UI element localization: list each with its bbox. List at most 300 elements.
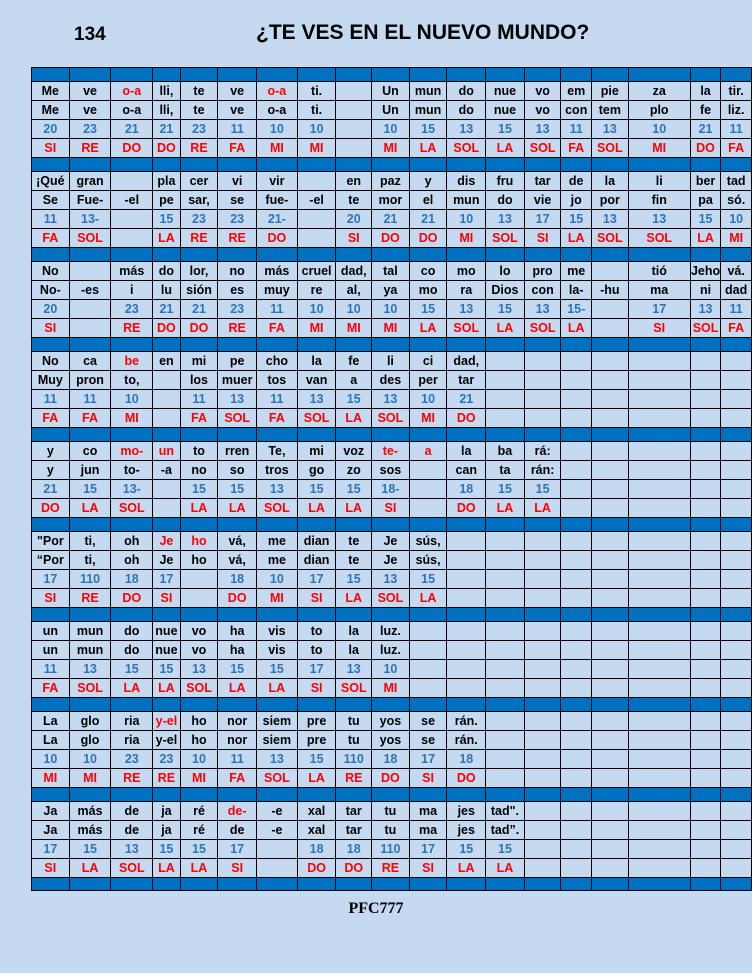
- separator-cell: [336, 428, 372, 442]
- separator-cell: [257, 248, 298, 262]
- separator-cell: [111, 788, 153, 802]
- lyric-cell: -e: [257, 821, 298, 840]
- separator-cell: [561, 248, 592, 262]
- lyric-cell: me: [561, 262, 592, 281]
- separator-cell: [592, 518, 629, 532]
- note-cell: [721, 499, 752, 518]
- separator-cell: [69, 68, 111, 82]
- number-row: [32, 120, 752, 139]
- number-cell: 15: [336, 480, 372, 499]
- separator-cell: [336, 158, 372, 172]
- note-cell: [409, 499, 447, 518]
- number-cell: 23: [180, 120, 218, 139]
- song-table: [31, 67, 752, 891]
- separator-cell: [372, 878, 410, 891]
- note-cell: DO: [180, 319, 218, 338]
- separator-cell: [524, 878, 561, 891]
- separator-cell: [69, 158, 111, 172]
- note-cell: SOL: [372, 409, 410, 428]
- lyric-cell: vo: [180, 641, 218, 660]
- note-cell: LA: [180, 499, 218, 518]
- lyric-cell: la: [447, 442, 486, 461]
- note-cell: MI: [721, 229, 752, 248]
- lyric-cell: fue-: [257, 191, 298, 210]
- note-cell: [721, 859, 752, 878]
- note-cell: SOL: [690, 319, 721, 338]
- number-cell: 10: [257, 120, 298, 139]
- lyric-cell: do: [486, 191, 525, 210]
- lyric-cell: [628, 532, 690, 551]
- number-row: [32, 480, 752, 499]
- lyric-cell: [486, 622, 525, 641]
- lyric-cell: La: [32, 731, 70, 750]
- separator-cell: [153, 608, 180, 622]
- number-cell: 21: [690, 120, 721, 139]
- lyric-cell: ve: [218, 101, 257, 120]
- number-cell: [524, 570, 561, 589]
- note-cell: MI: [409, 409, 447, 428]
- lyric-cell: [628, 461, 690, 480]
- lyric-cell: de-: [218, 802, 257, 821]
- lyric-cell: [592, 262, 629, 281]
- number-cell: 110: [69, 570, 111, 589]
- separator-cell: [409, 878, 447, 891]
- lyric-cell: yos: [372, 712, 410, 731]
- note-cell: SOL: [447, 319, 486, 338]
- lyric-cell: tros: [257, 461, 298, 480]
- lyric-line-2-row: [32, 461, 752, 480]
- number-cell: 21: [32, 480, 70, 499]
- lyric-cell: Me: [32, 101, 70, 120]
- lyric-cell: glo: [69, 731, 111, 750]
- number-row: [32, 570, 752, 589]
- lyric-cell: em: [561, 82, 592, 101]
- lyric-cell: pe: [153, 191, 180, 210]
- lyric-cell: [486, 641, 525, 660]
- note-cell: [628, 499, 690, 518]
- lyric-cell: te: [336, 532, 372, 551]
- number-cell: 13-: [69, 210, 111, 229]
- note-cell: [524, 679, 561, 698]
- lyric-cell: [524, 712, 561, 731]
- separator-cell: [153, 878, 180, 891]
- separator-cell: [257, 878, 298, 891]
- number-cell: 17: [153, 570, 180, 589]
- separator-cell: [628, 248, 690, 262]
- note-cell: DO: [218, 589, 257, 608]
- lyric-cell: nue: [153, 622, 180, 641]
- note-cell: SOL: [628, 229, 690, 248]
- number-cell: 13: [592, 210, 629, 229]
- number-cell: [628, 570, 690, 589]
- lyric-cell: vo: [524, 101, 561, 120]
- number-cell: [409, 480, 447, 499]
- note-cell: [524, 589, 561, 608]
- note-cell: [721, 679, 752, 698]
- page-number: 134: [74, 24, 106, 45]
- note-cell: SOL: [111, 499, 153, 518]
- separator-cell: [721, 518, 752, 532]
- number-cell: 17: [297, 660, 336, 679]
- note-cell: [690, 769, 721, 788]
- number-cell: 11: [721, 120, 752, 139]
- note-row: [32, 319, 752, 338]
- note-cell: FA: [32, 409, 70, 428]
- note-cell: SI: [32, 859, 70, 878]
- note-cell: [690, 499, 721, 518]
- separator-cell: [721, 878, 752, 891]
- note-cell: SI: [297, 589, 336, 608]
- number-cell: 15: [218, 660, 257, 679]
- number-cell: [628, 750, 690, 769]
- separator-cell: [336, 248, 372, 262]
- note-cell: FA: [218, 769, 257, 788]
- lyric-cell: tu: [336, 712, 372, 731]
- number-cell: [486, 750, 525, 769]
- number-cell: 13: [524, 120, 561, 139]
- separator-cell: [447, 338, 486, 352]
- number-cell: 11: [218, 750, 257, 769]
- number-row: [32, 390, 752, 409]
- lyric-cell: de: [561, 172, 592, 191]
- lyric-cell: siem: [257, 712, 298, 731]
- lyric-cell: te: [336, 191, 372, 210]
- separator-bar: [32, 158, 752, 172]
- note-cell: [628, 409, 690, 428]
- lyric-cell: mun: [447, 191, 486, 210]
- separator-cell: [69, 518, 111, 532]
- separator-cell: [257, 428, 298, 442]
- lyric-cell: mun: [69, 622, 111, 641]
- lyric-cell: [690, 532, 721, 551]
- separator-cell: [297, 608, 336, 622]
- note-cell: MI: [257, 139, 298, 158]
- separator-cell: [153, 338, 180, 352]
- number-cell: [592, 300, 629, 319]
- lyric-cell: Jeho: [690, 262, 721, 281]
- lyric-cell: [690, 712, 721, 731]
- separator-cell: [32, 878, 70, 891]
- separator-cell: [721, 158, 752, 172]
- note-cell: MI: [111, 409, 153, 428]
- number-cell: 13: [628, 210, 690, 229]
- lyric-cell: vis: [257, 622, 298, 641]
- separator-cell: [628, 338, 690, 352]
- number-cell: [690, 390, 721, 409]
- number-cell: [628, 390, 690, 409]
- note-cell: [69, 319, 111, 338]
- lyric-line-2-row: [32, 641, 752, 660]
- separator-cell: [32, 518, 70, 532]
- lyric-cell: tad".: [486, 802, 525, 821]
- lyric-cell: luz.: [372, 641, 410, 660]
- note-cell: DO: [111, 589, 153, 608]
- note-cell: [257, 859, 298, 878]
- lyric-cell: te-: [372, 442, 410, 461]
- number-cell: 15: [153, 840, 180, 859]
- note-cell: SOL: [69, 229, 111, 248]
- note-cell: LA: [257, 679, 298, 698]
- lyric-cell: [561, 641, 592, 660]
- lyric-cell: ti,: [69, 532, 111, 551]
- note-cell: SI: [153, 589, 180, 608]
- separator-cell: [32, 698, 70, 712]
- separator-cell: [524, 158, 561, 172]
- separator-cell: [409, 248, 447, 262]
- lyric-cell: te: [180, 82, 218, 101]
- lyric-cell: ve: [69, 82, 111, 101]
- lyric-cell: yos: [372, 731, 410, 750]
- separator-cell: [372, 698, 410, 712]
- lyric-cell: tal: [372, 262, 410, 281]
- number-cell: 21: [447, 390, 486, 409]
- note-cell: LA: [153, 679, 180, 698]
- lyric-cell: la: [592, 172, 629, 191]
- number-row: [32, 660, 752, 679]
- separator-cell: [180, 338, 218, 352]
- lyric-cell: pre: [297, 731, 336, 750]
- separator-cell: [297, 788, 336, 802]
- separator-cell: [297, 338, 336, 352]
- note-cell: SOL: [180, 679, 218, 698]
- lyric-cell: [336, 82, 372, 101]
- separator-cell: [690, 158, 721, 172]
- number-row: [32, 750, 752, 769]
- lyric-cell: pron: [69, 371, 111, 390]
- lyric-cell: Je: [153, 532, 180, 551]
- lyric-cell: ho: [180, 532, 218, 551]
- lyric-cell: tu: [372, 821, 410, 840]
- note-cell: RE: [153, 769, 180, 788]
- lyric-cell: [690, 622, 721, 641]
- separator-cell: [297, 68, 336, 82]
- separator-cell: [32, 428, 70, 442]
- number-cell: [561, 570, 592, 589]
- number-cell: 15-: [561, 300, 592, 319]
- lyric-cell: [690, 641, 721, 660]
- number-cell: 18: [447, 750, 486, 769]
- lyric-cell: tu: [372, 802, 410, 821]
- separator-cell: [32, 158, 70, 172]
- note-cell: [153, 499, 180, 518]
- lyric-cell: go: [297, 461, 336, 480]
- number-cell: 23: [153, 750, 180, 769]
- lyric-cell: paz: [372, 172, 410, 191]
- lyric-cell: pro: [524, 262, 561, 281]
- lyric-cell: jun: [69, 461, 111, 480]
- lyric-cell: nue: [486, 82, 525, 101]
- number-cell: [592, 480, 629, 499]
- note-cell: [561, 409, 592, 428]
- separator-cell: [257, 158, 298, 172]
- note-cell: FA: [721, 319, 752, 338]
- number-cell: [628, 840, 690, 859]
- note-cell: FA: [32, 679, 70, 698]
- number-cell: [524, 750, 561, 769]
- separator-cell: [447, 698, 486, 712]
- separator-cell: [180, 158, 218, 172]
- lyric-cell: se: [409, 731, 447, 750]
- lyric-cell: to: [297, 622, 336, 641]
- note-cell: DO: [153, 139, 180, 158]
- lyric-cell: más: [111, 262, 153, 281]
- lyric-cell: Un: [372, 82, 410, 101]
- separator-cell: [690, 428, 721, 442]
- separator-cell: [592, 788, 629, 802]
- separator-bar: [32, 68, 752, 82]
- lyric-cell: ra: [447, 281, 486, 300]
- lyric-cell: [336, 101, 372, 120]
- note-cell: LA: [409, 139, 447, 158]
- number-cell: 10: [69, 750, 111, 769]
- number-cell: [153, 480, 180, 499]
- lyric-cell: dis: [447, 172, 486, 191]
- lyric-cell: [690, 442, 721, 461]
- lyric-cell: la: [336, 641, 372, 660]
- separator-cell: [721, 428, 752, 442]
- number-cell: [486, 660, 525, 679]
- number-cell: 13: [69, 660, 111, 679]
- separator-bar: [32, 248, 752, 262]
- lyric-cell: [690, 352, 721, 371]
- separator-cell: [409, 338, 447, 352]
- lyric-cell: do: [447, 101, 486, 120]
- lyric-cell: ve: [218, 82, 257, 101]
- note-cell: LA: [336, 409, 372, 428]
- lyric-cell: [447, 551, 486, 570]
- lyric-cell: xal: [297, 821, 336, 840]
- separator-cell: [721, 788, 752, 802]
- lyric-cell: tir.: [721, 82, 752, 101]
- separator-cell: [561, 338, 592, 352]
- separator-cell: [486, 338, 525, 352]
- footer-signature: PFC777: [348, 900, 404, 917]
- number-cell: 15: [409, 570, 447, 589]
- lyric-cell: de: [111, 802, 153, 821]
- number-cell: 15: [180, 480, 218, 499]
- note-cell: [592, 769, 629, 788]
- lyric-cell: tad: [721, 172, 752, 191]
- separator-cell: [336, 518, 372, 532]
- separator-cell: [180, 68, 218, 82]
- lyric-cell: pla: [153, 172, 180, 191]
- separator-cell: [561, 428, 592, 442]
- separator-cell: [447, 68, 486, 82]
- number-row: [32, 210, 752, 229]
- note-cell: SI: [372, 499, 410, 518]
- number-cell: 15: [336, 390, 372, 409]
- lyric-cell: re: [297, 281, 336, 300]
- lyric-cell: a: [409, 442, 447, 461]
- separator-cell: [409, 698, 447, 712]
- lyric-cell: la: [297, 352, 336, 371]
- lyric-cell: [111, 172, 153, 191]
- lyric-cell: [592, 641, 629, 660]
- note-cell: MI: [447, 229, 486, 248]
- lyric-cell: luz.: [372, 622, 410, 641]
- number-cell: 21: [111, 120, 153, 139]
- number-cell: [561, 840, 592, 859]
- separator-cell: [218, 698, 257, 712]
- separator-cell: [628, 608, 690, 622]
- lyric-cell: [721, 532, 752, 551]
- note-cell: DO: [153, 319, 180, 338]
- lyric-cell: Me: [32, 82, 70, 101]
- lyric-cell: ti.: [297, 82, 336, 101]
- separator-cell: [524, 518, 561, 532]
- lyric-cell: mo-: [111, 442, 153, 461]
- note-cell: DO: [32, 499, 70, 518]
- lyric-cell: dad,: [336, 262, 372, 281]
- note-cell: [721, 589, 752, 608]
- separator-cell: [180, 518, 218, 532]
- note-cell: [561, 769, 592, 788]
- lyric-cell: mi: [297, 442, 336, 461]
- note-cell: [721, 409, 752, 428]
- separator-cell: [336, 878, 372, 891]
- separator-cell: [561, 68, 592, 82]
- lyric-cell: dian: [297, 532, 336, 551]
- separator-cell: [372, 518, 410, 532]
- lyric-cell: [524, 352, 561, 371]
- note-cell: DO: [336, 859, 372, 878]
- separator-cell: [111, 68, 153, 82]
- number-cell: [336, 120, 372, 139]
- note-cell: DO: [297, 859, 336, 878]
- note-cell: DO: [690, 139, 721, 158]
- lyric-cell: [486, 371, 525, 390]
- separator-bar: [32, 698, 752, 712]
- separator-cell: [447, 608, 486, 622]
- lyric-cell: no: [218, 262, 257, 281]
- number-cell: [561, 750, 592, 769]
- note-cell: SOL: [336, 679, 372, 698]
- number-cell: 13: [297, 390, 336, 409]
- lyric-cell: -hu: [592, 281, 629, 300]
- note-row: [32, 589, 752, 608]
- number-cell: [690, 840, 721, 859]
- note-cell: SOL: [486, 229, 525, 248]
- lyric-cell: [690, 461, 721, 480]
- separator-cell: [336, 68, 372, 82]
- lyric-cell: ca: [69, 352, 111, 371]
- lyric-cell: tar: [336, 821, 372, 840]
- lyric-cell: tad”.: [486, 821, 525, 840]
- note-cell: LA: [690, 229, 721, 248]
- separator-cell: [111, 518, 153, 532]
- lyric-line-1-row: [32, 712, 752, 731]
- lyric-cell: sús,: [409, 532, 447, 551]
- lyric-cell: te: [180, 101, 218, 120]
- number-cell: [180, 570, 218, 589]
- number-cell: [592, 570, 629, 589]
- separator-cell: [447, 878, 486, 891]
- note-cell: SI: [32, 319, 70, 338]
- number-cell: 15: [447, 840, 486, 859]
- number-cell: 18: [297, 840, 336, 859]
- separator-cell: [297, 878, 336, 891]
- lyric-cell: co: [409, 262, 447, 281]
- separator-cell: [524, 338, 561, 352]
- note-cell: LA: [409, 589, 447, 608]
- lyric-cell: vir: [257, 172, 298, 191]
- lyric-cell: [592, 712, 629, 731]
- lyric-cell: Je: [153, 551, 180, 570]
- separator-cell: [690, 698, 721, 712]
- lyric-cell: za: [628, 82, 690, 101]
- note-cell: SOL: [297, 409, 336, 428]
- lyric-cell: rán.: [447, 712, 486, 731]
